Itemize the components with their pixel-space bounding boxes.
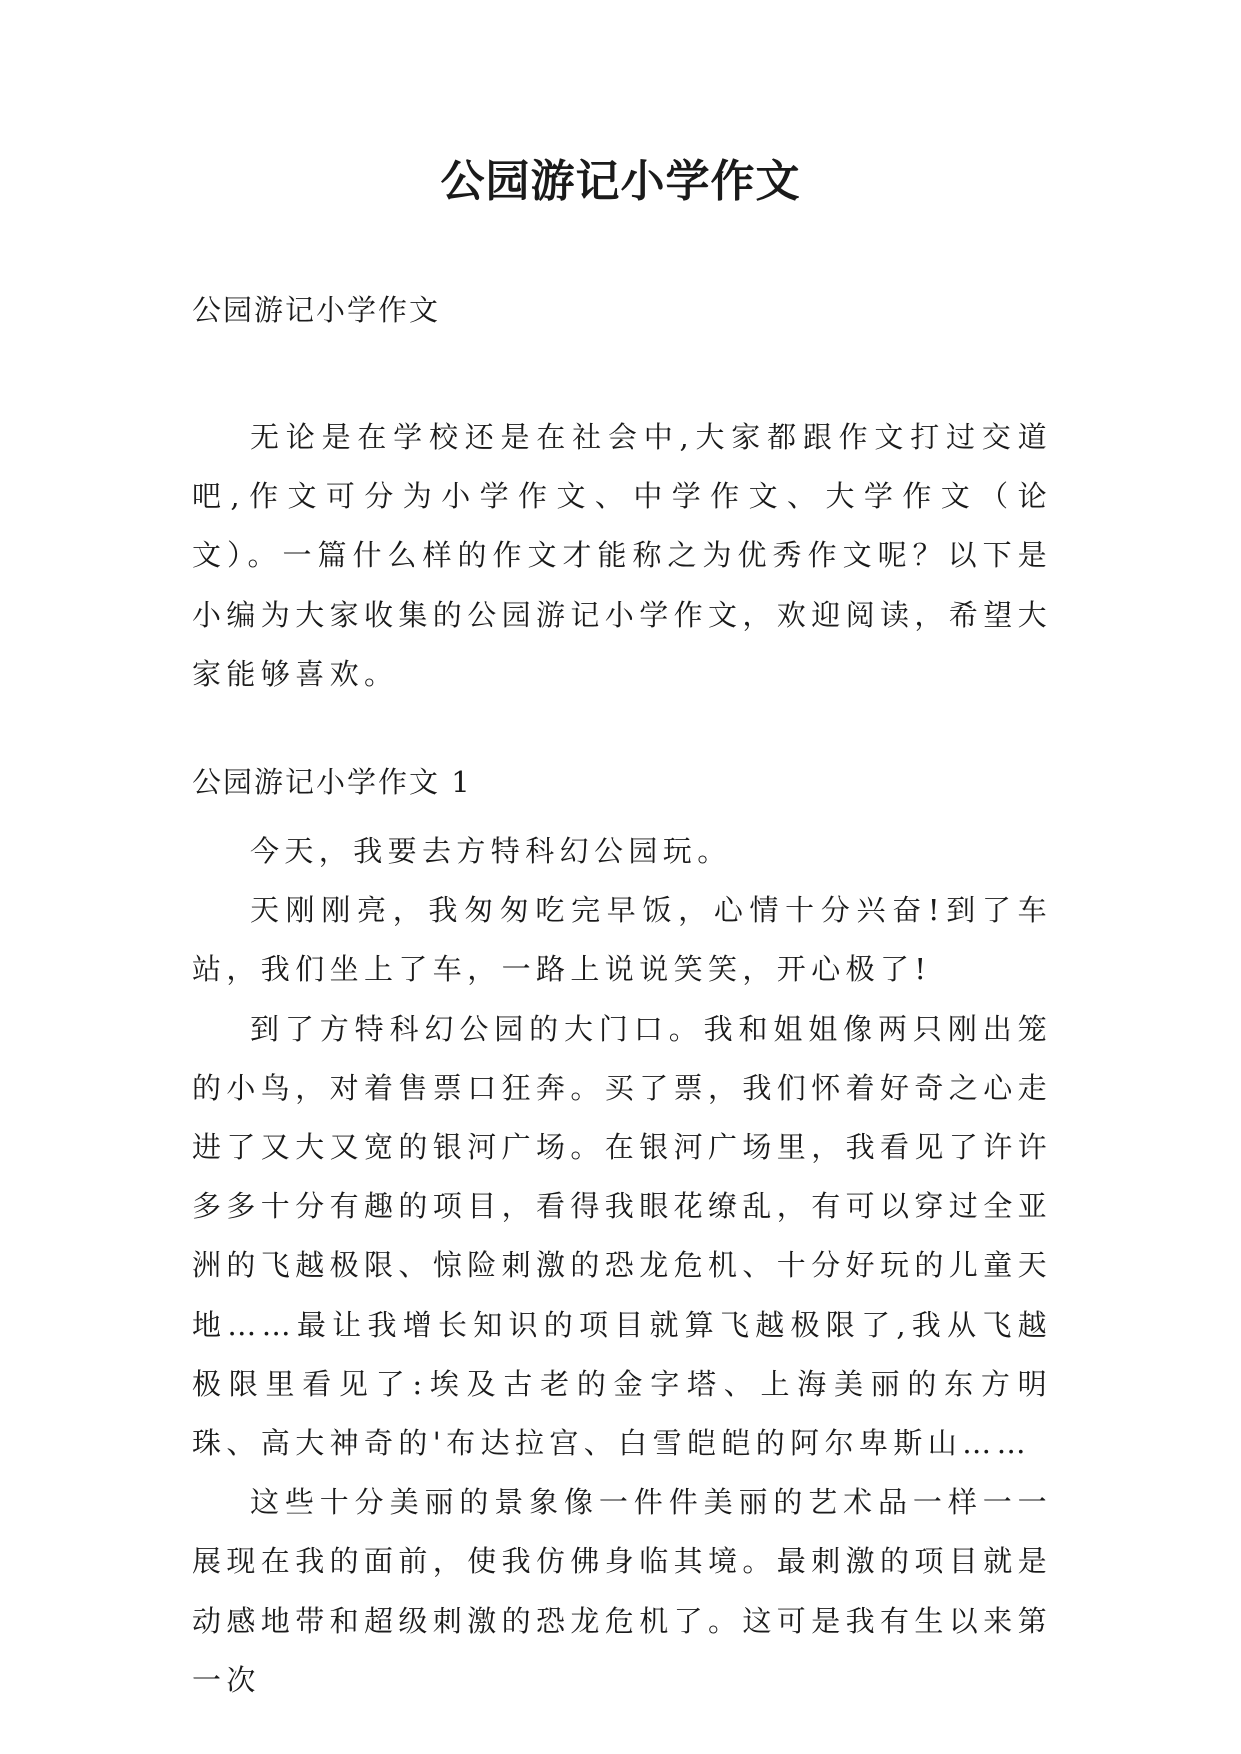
document-subtitle: 公园游记小学作文: [192, 293, 441, 327]
document-title: 公园游记小学作文: [440, 156, 801, 207]
body-paragraph: 这些十分美丽的景象像一件件美丽的艺术品一样一一展现在我的面前，使我仿佛身临其境。最刺激的项目就是动感地带和超级刺激的恐龙危机了。这可是我有生以来第一次: [192, 1485, 1053, 1697]
section-heading: 公园游记小学作文 1: [192, 765, 472, 800]
body-paragraph: 天刚刚亮，我匆匆吃完早饭，心情十分兴奋!到了车站，我们坐上了车，一路上说说笑笑，开心极了!: [192, 893, 1052, 987]
body-paragraph: 今天，我要去方特科幻公园玩。: [250, 834, 732, 869]
body-paragraph: 到了方特科幻公园的大门口。我和姐姐像两只刚出笼的小鸟，对着售票口狂奔。买了票，我们怀着好奇之心走进了又大又宽的银河广场。在银河广场里，我看见了许许多多十分有趣的项目，看得我眼花缭乱，有可以穿过全亚洲的飞越极限、惊险刺激的恐龙危机、十分好玩的儿童天地……最让我增长知识的项目就算飞越极限了,我从飞越极限里看见了:埃及古老的金字塔、上海美丽的东方明珠、高大神奇的'布达拉宫、白雪皑皑的阿尔卑斯山……: [192, 1011, 1053, 1461]
intro-paragraph: 无论是在学校还是在社会中,大家都跟作文打过交道吧,作文可分为小学作文、中学作文、大学作文（论文）。一篇什么样的作文才能称之为优秀作文呢？以下是小编为大家收集的公园游记小学作文，欢迎阅读，希望大家能够喜欢。: [192, 420, 1053, 691]
document-body: [192, 290, 1052, 1710]
